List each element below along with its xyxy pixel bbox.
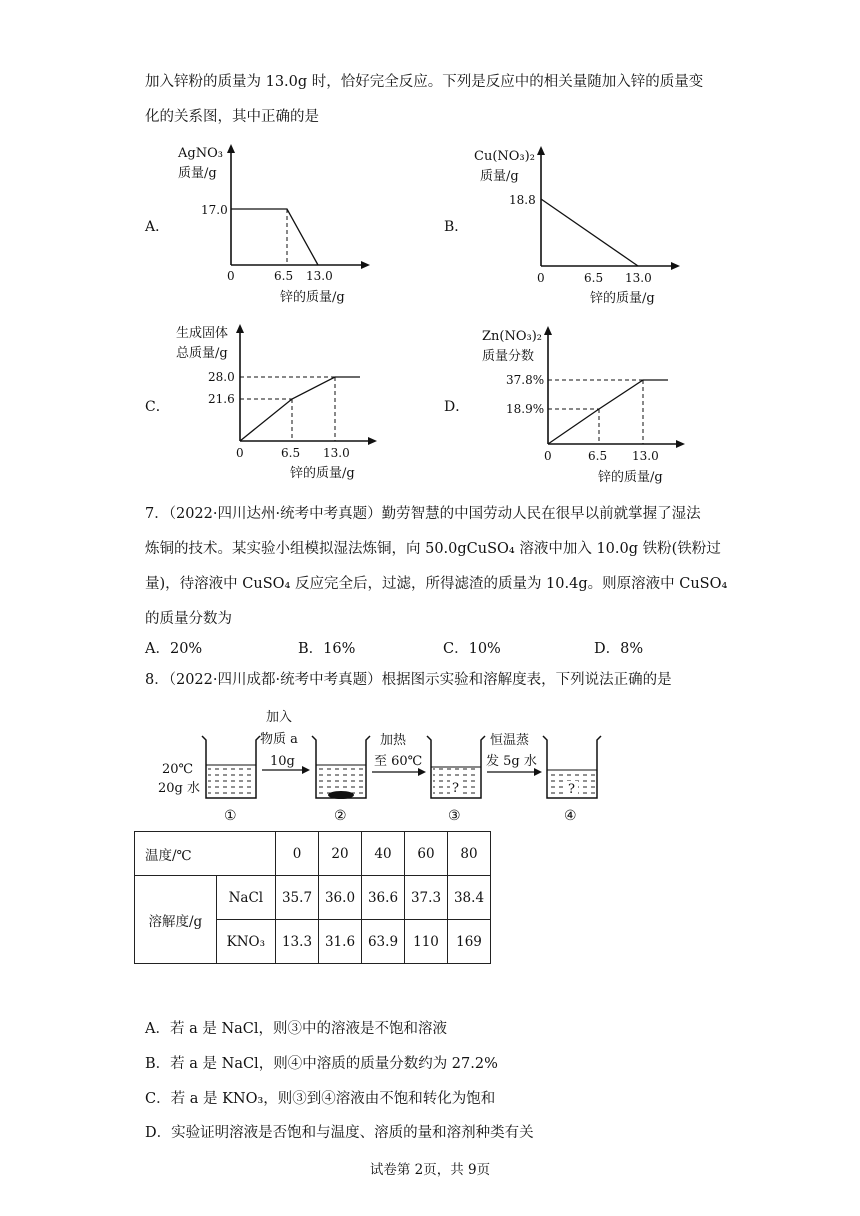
arrow-2-text-2: 至 60℃ xyxy=(374,754,423,769)
graph-a-xtick-1: 6.5 xyxy=(274,269,294,283)
beaker-3-unknown: ? xyxy=(452,781,459,796)
arrow-3-text-1: 恒温蒸 xyxy=(490,733,530,748)
beaker-1 xyxy=(202,736,260,798)
graph-d-ytick-1: 37.8% xyxy=(506,373,545,387)
graph-d-ylabel-1: Zn(NO₃)₂ xyxy=(482,329,543,344)
graph-c-x-arrow xyxy=(368,437,377,445)
graph-b-xtick-0: 0 xyxy=(537,271,545,285)
table-temp-4: 80 xyxy=(448,832,491,876)
graph-c xyxy=(168,320,388,490)
table-cell: 36.6 xyxy=(362,876,405,920)
solubility-table xyxy=(134,831,491,964)
graph-d-xtick-1: 6.5 xyxy=(588,449,608,463)
table-temp-3: 60 xyxy=(405,832,448,876)
graph-a-xlabel: 锌的质量/g xyxy=(280,290,345,305)
arrow-1-head xyxy=(302,766,310,774)
graph-c-y-arrow xyxy=(236,324,244,333)
arrow-1-text-1: 加入 xyxy=(266,710,293,725)
table-cell: 37.3 xyxy=(405,876,448,920)
arrow-2-head xyxy=(418,768,426,776)
arrow-1-text-3: 10g xyxy=(270,754,295,769)
graph-c-ytick-2: 21.6 xyxy=(208,392,235,406)
graph-a-y-arrow xyxy=(227,144,235,153)
graph-c-letter: C． xyxy=(145,399,170,415)
page-footer: 试卷第 2页，共 9页 xyxy=(369,1162,491,1178)
graph-c-ylabel-2: 总质量/g xyxy=(176,346,228,361)
graph-b-y-arrow xyxy=(537,146,545,155)
start-temp: 20℃ xyxy=(162,762,194,777)
graph-d xyxy=(470,320,700,490)
experiment-diagram xyxy=(150,700,620,826)
graph-a-ylabel-1: AgNO₃ xyxy=(178,146,223,161)
table-row-name-kno3: KNO₃ xyxy=(216,920,275,964)
arrow-2-text-1: 加热 xyxy=(380,733,407,748)
graph-a xyxy=(168,140,378,310)
table-row xyxy=(135,832,491,876)
graph-a-letter: A． xyxy=(145,219,170,235)
q7-option-a: A．20% xyxy=(145,641,203,657)
table-cell: 36.0 xyxy=(319,876,362,920)
graph-d-xtick-0: 0 xyxy=(544,449,552,463)
graph-c-xlabel: 锌的质量/g xyxy=(290,466,355,481)
graph-c-line xyxy=(240,377,360,441)
table-cell: 35.7 xyxy=(276,876,319,920)
intro-line-2: 化的关系图，其中正确的是 xyxy=(145,109,319,125)
graph-d-xlabel: 锌的质量/g xyxy=(598,470,663,485)
beaker-3-label: ③ xyxy=(448,808,461,824)
q7-option-d: D．8% xyxy=(594,641,644,657)
graph-b-xlabel: 锌的质量/g xyxy=(590,291,655,306)
table-solubility-header: 溶解度/g xyxy=(135,876,217,964)
beaker-2-label: ② xyxy=(334,808,347,824)
table-temp-2: 40 xyxy=(362,832,405,876)
table-cell: 38.4 xyxy=(448,876,491,920)
graph-a-x-arrow xyxy=(361,261,370,269)
table-cell: 110 xyxy=(405,920,448,964)
graph-d-ylabel-2: 质量分数 xyxy=(482,349,535,364)
q8-choice-c: C．若 a 是 KNO₃，则③到④溶液由不饱和转化为饱和 xyxy=(145,1091,496,1107)
q7-line-2: 炼铜的技术。某实验小组模拟湿法炼铜，向 50.0gCuSO₄ 溶液中加入 10.0g 铁粉(铁粉过 xyxy=(145,541,721,557)
graph-c-ytick-1: 28.0 xyxy=(208,370,235,384)
table-temp-1: 20 xyxy=(319,832,362,876)
table-cell: 31.6 xyxy=(319,920,362,964)
graph-b-xtick-2: 13.0 xyxy=(625,271,652,285)
undissolved-solid xyxy=(328,791,354,799)
graph-c-xtick-1: 6.5 xyxy=(281,446,301,460)
table-cell: 63.9 xyxy=(362,920,405,964)
graph-c-ylabel-1: 生成固体 xyxy=(176,326,229,341)
graph-d-x-arrow xyxy=(676,440,685,448)
table-temp-header: 温度/℃ xyxy=(135,832,276,876)
graph-a-line xyxy=(231,209,318,265)
graph-b-line xyxy=(541,199,638,266)
beaker-4-label: ④ xyxy=(564,808,577,824)
graph-d-y-arrow xyxy=(544,326,552,335)
graph-d-xtick-2: 13.0 xyxy=(632,449,659,463)
graph-b-ylabel-1: Cu(NO₃)₂ xyxy=(474,149,535,164)
q7-option-b: B．16% xyxy=(298,641,356,657)
arrow-3-text-2: 发 5g 水 xyxy=(486,754,537,769)
graph-d-letter: D． xyxy=(444,399,470,415)
q7-option-c: C．10% xyxy=(443,641,501,657)
intro-line-1: 加入锌粉的质量为 13.0g 时，恰好完全反应。下列是反应中的相关量随加入锌的质量变 xyxy=(145,74,704,90)
start-water: 20g 水 xyxy=(158,781,200,796)
graph-b-xtick-1: 6.5 xyxy=(584,271,604,285)
beaker-4-unknown: ? xyxy=(568,782,575,797)
arrow-3-head xyxy=(534,768,542,776)
graph-d-ytick-2: 18.9% xyxy=(506,402,545,416)
graph-b-ytick-1: 18.8 xyxy=(509,193,536,207)
graph-a-ylabel-2: 质量/g xyxy=(178,166,217,181)
table-row-name-nacl: NaCl xyxy=(216,876,275,920)
graph-a-xtick-0: 0 xyxy=(227,269,235,283)
q8-stem: 8．（2022·四川成都·统考中考真题）根据图示实验和溶解度表，下列说法正确的是 xyxy=(145,672,672,688)
graph-c-xtick-2: 13.0 xyxy=(323,446,350,460)
arrow-1-text-2: 物质 a xyxy=(260,732,298,747)
graph-b-x-arrow xyxy=(671,262,680,270)
q8-choice-d: D．实验证明溶液是否饱和与温度、溶质的量和溶剂种类有关 xyxy=(145,1125,534,1141)
graph-a-ytick-1: 17.0 xyxy=(201,203,228,217)
graph-b-ylabel-2: 质量/g xyxy=(480,169,519,184)
graph-d-line xyxy=(548,380,668,444)
table-cell: 169 xyxy=(448,920,491,964)
graph-b-letter: B． xyxy=(444,219,469,235)
beaker-1-liquid xyxy=(208,766,254,796)
table-row xyxy=(135,876,491,920)
table-cell: 13.3 xyxy=(276,920,319,964)
q8-choice-a: A．若 a 是 NaCl，则③中的溶液是不饱和溶液 xyxy=(145,1021,448,1037)
graph-c-xtick-0: 0 xyxy=(236,446,244,460)
q7-line-3: 量)，待溶液中 CuSO₄ 反应完全后，过滤，所得滤渣的质量为 10.4g。则原溶液中 CuSO₄ xyxy=(145,576,728,592)
q7-line-4: 的质量分数为 xyxy=(145,611,232,627)
q8-choice-b: B．若 a 是 NaCl，则④中溶质的质量分数约为 27.2% xyxy=(145,1056,498,1072)
q7-line-1: 7．（2022·四川达州·统考中考真题）勤劳智慧的中国劳动人民在很早以前就掌握了湿法 xyxy=(145,506,701,522)
table-temp-0: 0 xyxy=(276,832,319,876)
beaker-1-label: ① xyxy=(224,808,237,824)
graph-a-xtick-2: 13.0 xyxy=(306,269,333,283)
beaker-2 xyxy=(312,736,370,799)
graph-b xyxy=(470,140,700,310)
